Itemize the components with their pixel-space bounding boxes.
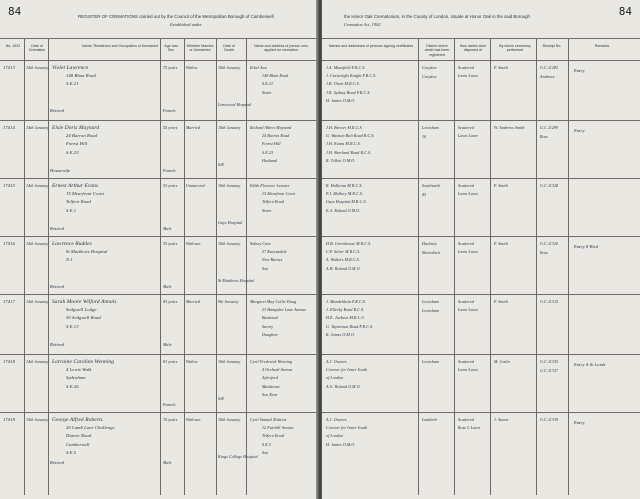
entry-number: 17414 bbox=[3, 125, 15, 130]
register-title-continued: the Honor Oak Crematorium, in the County of London, situate at Honor Oak in the said Borough bbox=[344, 14, 530, 19]
entry-number: 17418 bbox=[3, 359, 15, 364]
certifier: J. Mandeldwin F.R.C.S. bbox=[326, 299, 367, 304]
certifier: A.H. Roland O.M.O. bbox=[326, 265, 361, 271]
col-header-ceremony: By whom ceremony performed bbox=[499, 44, 531, 53]
applicant-detail: 27 Ravensdale bbox=[262, 249, 287, 255]
certifier: J.H. Sherland Road R.C.S. bbox=[326, 149, 372, 155]
col-header-certs: Names and addresses of persons signing certificates bbox=[328, 44, 414, 48]
deceased-detail: N.1 bbox=[66, 257, 73, 263]
registration-number: 45 bbox=[422, 192, 427, 197]
rule bbox=[322, 120, 640, 121]
age: 83 years bbox=[163, 299, 178, 304]
marital-status: Widow bbox=[186, 359, 198, 364]
rule bbox=[160, 38, 161, 495]
applicant-detail: New Barnes bbox=[262, 257, 283, 263]
rule bbox=[0, 120, 318, 121]
rule bbox=[184, 38, 185, 495]
rule bbox=[568, 38, 569, 495]
applicant-detail: 23 Hampden Lane Avenue bbox=[262, 307, 307, 313]
remarks: Entry bbox=[574, 128, 585, 133]
ceremony-by: M. Joslin bbox=[494, 359, 510, 364]
registration-district: Lewisham bbox=[422, 359, 440, 364]
ashes-disposal: Rose L.Lawn bbox=[458, 425, 480, 431]
ashes-disposal: Lawn Lawn bbox=[458, 191, 478, 197]
col-header-death: Date of Death bbox=[223, 44, 235, 53]
receipt-extra: Andrews bbox=[540, 74, 555, 79]
place-of-death: St Matthews Hospital bbox=[218, 278, 255, 283]
registration-number: Lewisham bbox=[422, 308, 440, 313]
registration-district: Lambeth bbox=[422, 417, 437, 422]
certifier: J. Cartwright Knight F.R.C.S. bbox=[326, 73, 377, 79]
rule bbox=[48, 38, 49, 495]
occupation: Retired bbox=[50, 460, 65, 465]
certifier: R. James O.M.O. bbox=[326, 331, 356, 337]
applicant-detail: Forest Hill bbox=[262, 141, 281, 147]
certifier: H. James O.M.O. bbox=[326, 441, 356, 447]
certifier: H.E. Jackson M.R.C.S. bbox=[326, 315, 365, 321]
remarks: Entry 8 Bird bbox=[574, 244, 598, 249]
certifier: J.R. Owen M.R.C.S. bbox=[326, 81, 360, 87]
rule bbox=[0, 236, 318, 237]
sex: Female bbox=[163, 168, 176, 173]
receipt-number: G.C.11283 bbox=[540, 65, 559, 70]
marital-status: Widower bbox=[186, 417, 201, 422]
cremation-date: 14th January bbox=[26, 183, 49, 188]
certifier: J.H. Brewer M.R.C.S. bbox=[326, 125, 363, 130]
registration-number: Shoreditch bbox=[422, 250, 441, 255]
rule bbox=[24, 38, 25, 495]
registration-district: Hackney bbox=[422, 241, 437, 246]
applicant-detail: Banstead bbox=[262, 315, 278, 321]
sex: Female bbox=[163, 402, 176, 407]
register-act: Cremation Act, 1902 bbox=[344, 22, 381, 27]
rule bbox=[490, 38, 491, 495]
receipt-number: G.C.11320 bbox=[540, 241, 559, 246]
applicant-detail: Edith Florence Lessner bbox=[250, 183, 290, 188]
entry-number: 17413 bbox=[3, 65, 15, 70]
certifier: A.J. Owners bbox=[326, 417, 347, 422]
age: 75 years bbox=[163, 65, 178, 70]
occupation: Retired bbox=[50, 226, 65, 231]
age: 70 years bbox=[163, 417, 178, 422]
registration-number: Croydon bbox=[422, 74, 437, 79]
receipt-extra: G.C.11337 bbox=[540, 368, 559, 373]
applicant-detail: Sister bbox=[262, 89, 272, 95]
ashes-disposal: Scattered bbox=[458, 241, 474, 246]
rule bbox=[418, 38, 419, 495]
marital-status: Married bbox=[186, 125, 201, 130]
deceased-detail: Sydenham bbox=[66, 375, 86, 381]
deceased-detail: 15 Mearfront Court bbox=[66, 191, 105, 197]
applicant-detail: Son Kent bbox=[262, 391, 278, 397]
receipt-number: G.C.11315 bbox=[540, 299, 559, 304]
receipt-extra: Ross bbox=[540, 250, 548, 255]
deceased-detail: Sedgwell Lodge bbox=[66, 307, 97, 313]
ashes-disposal: Lawn Lawn bbox=[458, 249, 478, 255]
rule bbox=[322, 236, 640, 237]
deceased-detail: S.E.13 bbox=[66, 323, 79, 329]
deceased-detail: Violet Lawrence bbox=[52, 65, 89, 71]
deceased-detail: Camberwell bbox=[66, 441, 90, 447]
applicant-detail: Margaret May Collie Doug bbox=[250, 299, 297, 304]
applicant-detail: Cyril Samuel Roberts bbox=[250, 417, 287, 422]
ceremony-by: F. Smith bbox=[494, 299, 508, 304]
certifier: H.B. Greenhouse M.R.C.S. bbox=[326, 241, 372, 246]
rule bbox=[322, 38, 640, 39]
applicant-detail: 148 Blum Road bbox=[262, 73, 289, 79]
ceremony-by: F. Smith bbox=[494, 183, 508, 188]
applicant-detail: S.E.5 bbox=[262, 441, 271, 447]
ashes-disposal: Lawn Lawn bbox=[458, 133, 478, 139]
date-of-death: 10th January bbox=[218, 183, 241, 188]
cremation-date: 14th January bbox=[26, 359, 49, 364]
remarks: Entry bbox=[574, 68, 585, 73]
cremation-date: 14th January bbox=[26, 241, 49, 246]
certifier: C.P. Silver M.R.C.S. bbox=[326, 249, 361, 255]
ceremony-by: W. Andrews Smith bbox=[494, 125, 525, 130]
right-page bbox=[322, 0, 640, 499]
certifier: A.J. Owners bbox=[326, 359, 347, 364]
deceased-detail: 30 Sedgwell Road bbox=[66, 315, 101, 321]
certifier: G. Wattson Bolt Road R.C.S. bbox=[326, 133, 375, 139]
applicant-detail: Maidstone bbox=[262, 383, 280, 389]
certifier: J.H. Evans M.R.C.S. bbox=[326, 141, 361, 147]
deceased-detail: S.E.26 bbox=[66, 383, 79, 389]
applicant-detail: 12 Fairhill Avenue bbox=[262, 425, 294, 431]
left-page bbox=[0, 0, 318, 499]
col-header-applicant: Name and address of person who applied for cremation bbox=[254, 44, 308, 53]
cremation-date: 14th January bbox=[26, 125, 49, 130]
applicant-detail: Richard Albert Maynard bbox=[250, 125, 292, 130]
place-of-death: Kings College Hospital bbox=[218, 454, 258, 459]
deceased-detail: Sarah Moore Wilford Annals bbox=[52, 299, 117, 305]
rule bbox=[322, 354, 640, 355]
applicant-detail: Daughter bbox=[262, 331, 279, 337]
certifier: Coroner for Inner South bbox=[326, 367, 368, 373]
rule bbox=[322, 60, 640, 61]
registration-district: Southwark bbox=[422, 183, 441, 188]
occupation: Retired bbox=[50, 342, 65, 347]
rule bbox=[0, 178, 318, 179]
ashes-disposal: Scattered bbox=[458, 417, 474, 422]
date-of-death: 10th January bbox=[218, 65, 241, 70]
rule bbox=[536, 38, 537, 495]
col-header-ashes: How ashes were disposed of bbox=[459, 44, 487, 53]
col-header-district: District where death has been registered bbox=[424, 44, 450, 57]
certifier: H. James O.M.O. bbox=[326, 97, 356, 103]
certifier: E.A. Roland O.M.O. bbox=[326, 207, 361, 213]
applicant-detail: S.E.21 bbox=[262, 81, 274, 87]
ashes-disposal: Scattered bbox=[458, 125, 474, 130]
rule bbox=[0, 294, 318, 295]
col-header-name: Name, Residence and Occupation of Deceased bbox=[82, 44, 158, 48]
certifier: of London bbox=[326, 375, 344, 381]
entry-number: 17419 bbox=[3, 417, 15, 422]
sex: Male bbox=[163, 342, 172, 347]
entry-number: 17415 bbox=[3, 183, 15, 188]
deceased-detail: St Matthews Hospital bbox=[66, 249, 108, 255]
deceased-detail: George Alfred Roberts bbox=[52, 417, 103, 423]
certifier: R. Tollett O.M.O. bbox=[326, 157, 356, 163]
age: 81 years bbox=[163, 359, 178, 364]
remarks: Entry 4 & Lords bbox=[574, 362, 606, 367]
ashes-disposal: Scattered bbox=[458, 65, 474, 70]
registration-number: 16 bbox=[422, 134, 427, 139]
col-header-no: No. 1932 bbox=[5, 44, 21, 48]
age: 55 years bbox=[163, 125, 178, 130]
cremation-date: 15th January bbox=[26, 417, 49, 422]
date-of-death: 10th January bbox=[218, 125, 241, 130]
ceremony-by: F. Smith bbox=[494, 241, 508, 246]
applicant-detail: 4 Orchard Avenue bbox=[262, 367, 293, 373]
marital-status: Widower bbox=[186, 241, 201, 246]
col-header-date: Date of Cremation bbox=[28, 44, 46, 53]
certifier: J.A. Mansfield F.R.C.S. bbox=[326, 65, 366, 70]
deceased-detail: 20 Lamb Lane Challenge bbox=[66, 425, 115, 431]
applicant-detail: Aylesford bbox=[262, 375, 278, 381]
rule bbox=[322, 294, 640, 295]
date-of-death: 10th January bbox=[218, 241, 241, 246]
ashes-disposal: Scattered bbox=[458, 299, 474, 304]
ashes-disposal: Lawn Lawn bbox=[458, 307, 478, 313]
rule bbox=[216, 38, 217, 495]
deceased-detail: 24 Barron Road bbox=[66, 133, 98, 139]
marital-status: Married bbox=[186, 299, 201, 304]
deceased-detail: S.E.23 bbox=[66, 149, 79, 155]
remarks: Entry bbox=[574, 420, 585, 425]
ashes-disposal: Scattered bbox=[458, 183, 474, 188]
deceased-detail: Ernest Arthur Evans bbox=[52, 183, 99, 189]
certifier: G. Tajnetrum Road F.R.C.S. bbox=[326, 323, 374, 329]
deceased-detail: S.E.5 bbox=[66, 449, 77, 455]
age: 53 years bbox=[163, 183, 178, 188]
date-of-death: 10th January bbox=[218, 359, 241, 364]
entry-number: 17417 bbox=[3, 299, 15, 304]
date-of-death: 10th January bbox=[218, 417, 241, 422]
col-header-remarks: Remarks bbox=[594, 44, 610, 48]
place-of-death: S/R bbox=[218, 396, 224, 401]
applicant-detail: S.E.23 bbox=[262, 149, 274, 155]
applicant-detail: Telfern Road bbox=[262, 199, 284, 205]
occupation: Retired bbox=[50, 284, 65, 289]
deceased-detail: Telfern Road bbox=[66, 199, 91, 205]
deceased-detail: 4 Lewis Walk bbox=[66, 367, 92, 373]
deceased-detail: S.E.1 bbox=[66, 207, 77, 213]
rule bbox=[454, 38, 455, 495]
cremation-date: 14th January bbox=[26, 299, 49, 304]
ceremony-by: F. Smith bbox=[494, 65, 508, 70]
certifier: Coroner for Inner South bbox=[326, 425, 368, 431]
rule bbox=[322, 178, 640, 179]
receipt-extra: Ross bbox=[540, 134, 548, 139]
place-of-death: S/R bbox=[218, 162, 224, 167]
date-of-death: 9th January bbox=[218, 299, 239, 304]
rule bbox=[0, 60, 318, 61]
receipt-number: G.C.11299 bbox=[540, 125, 559, 130]
certifier: J.R. Sydney Bond F.R.C.S. bbox=[326, 89, 371, 95]
place-of-death: Limewood Hospital bbox=[218, 102, 252, 107]
receipt-number: G.C.11328 bbox=[540, 183, 559, 188]
entry-number: 17416 bbox=[3, 241, 15, 246]
applicant-detail: Sister bbox=[262, 207, 272, 213]
certifier: Guys Hospital M.R.C.S. bbox=[326, 199, 367, 205]
registration-district: Lewisham bbox=[422, 299, 440, 304]
ashes-disposal: Lawn Lawn bbox=[458, 367, 478, 373]
deceased-detail: Dianor Road bbox=[66, 433, 92, 439]
deceased-detail: Lawrence Ruddes bbox=[52, 241, 92, 247]
ashes-disposal: Scattered bbox=[458, 359, 474, 364]
marital-status: Widow bbox=[186, 65, 198, 70]
ashes-disposal: Lawn Lawn bbox=[458, 73, 478, 79]
receipt-number: G.C.11339 bbox=[540, 417, 559, 422]
deceased-detail: Elsie Doris Maynard bbox=[52, 125, 100, 131]
certifier: J. Ellerby Road R.C.S. bbox=[326, 307, 365, 313]
col-header-age: Age and Sex bbox=[164, 44, 178, 53]
place-of-death: Guys Hospital bbox=[218, 220, 243, 225]
applicant-detail: Son bbox=[262, 265, 269, 271]
sex: Male bbox=[163, 284, 172, 289]
marital-status: Unmarried bbox=[186, 183, 205, 188]
certifier: of London bbox=[326, 433, 344, 439]
ceremony-by: J. Stuart bbox=[494, 417, 509, 422]
certifier: A. Walters M.R.C.S. bbox=[326, 257, 360, 263]
page-number: 84 bbox=[618, 5, 632, 18]
occupation: Housewife bbox=[50, 168, 71, 173]
applicant-detail: Cyril Frederick Wenning bbox=[250, 359, 292, 364]
deceased-detail: S.E.21 bbox=[66, 81, 79, 87]
col-header-married: Whether Married or Unmarried bbox=[186, 44, 214, 53]
receipt-number: G.C.11335 bbox=[540, 359, 559, 364]
rule bbox=[0, 412, 318, 413]
certifier: P.J. Mallory M.R.C.S. bbox=[326, 191, 364, 197]
register-subtitle: Established under bbox=[170, 22, 202, 27]
deceased-detail: Lorraine Caroline Wenning bbox=[52, 359, 114, 365]
applicant-detail: Ethel Ann bbox=[250, 65, 267, 70]
occupation: Retired bbox=[50, 108, 65, 113]
rule bbox=[322, 412, 640, 413]
applicant-detail: Telfern Road bbox=[262, 433, 284, 439]
certifier: R. Halloran M.R.C.S. bbox=[326, 183, 363, 188]
applicant-detail: Surrey bbox=[262, 323, 274, 329]
rule bbox=[0, 38, 318, 39]
applicant-detail: Sidney Cave bbox=[250, 241, 271, 246]
deceased-detail: Forest Hill bbox=[66, 141, 88, 147]
applicant-detail: 15 Mearfront Court bbox=[262, 191, 296, 197]
register-title: REGISTER OF CREMATIONS carried out by the Council of the Metropolitan Borough of Camberwell bbox=[78, 14, 274, 19]
col-header-receipt: Receipt No. bbox=[542, 44, 562, 48]
page-number: 84 bbox=[8, 5, 22, 18]
applicant-detail: 24 Barron Road bbox=[262, 133, 290, 139]
age: 55 years bbox=[163, 241, 178, 246]
sex: Male bbox=[163, 226, 172, 231]
certifier: A.G. Roland O.M.O. bbox=[326, 383, 361, 389]
applicant-detail: Husband bbox=[262, 157, 278, 163]
sex: Female bbox=[163, 108, 176, 113]
sex: Male bbox=[163, 460, 172, 465]
registration-district: Croydon bbox=[422, 65, 437, 70]
applicant-detail: Son bbox=[262, 449, 269, 455]
deceased-detail: 148 Blum Road bbox=[66, 73, 96, 79]
cremation-date: 14th January bbox=[26, 65, 49, 70]
registration-district: Lewisham bbox=[422, 125, 440, 130]
rule bbox=[0, 354, 318, 355]
